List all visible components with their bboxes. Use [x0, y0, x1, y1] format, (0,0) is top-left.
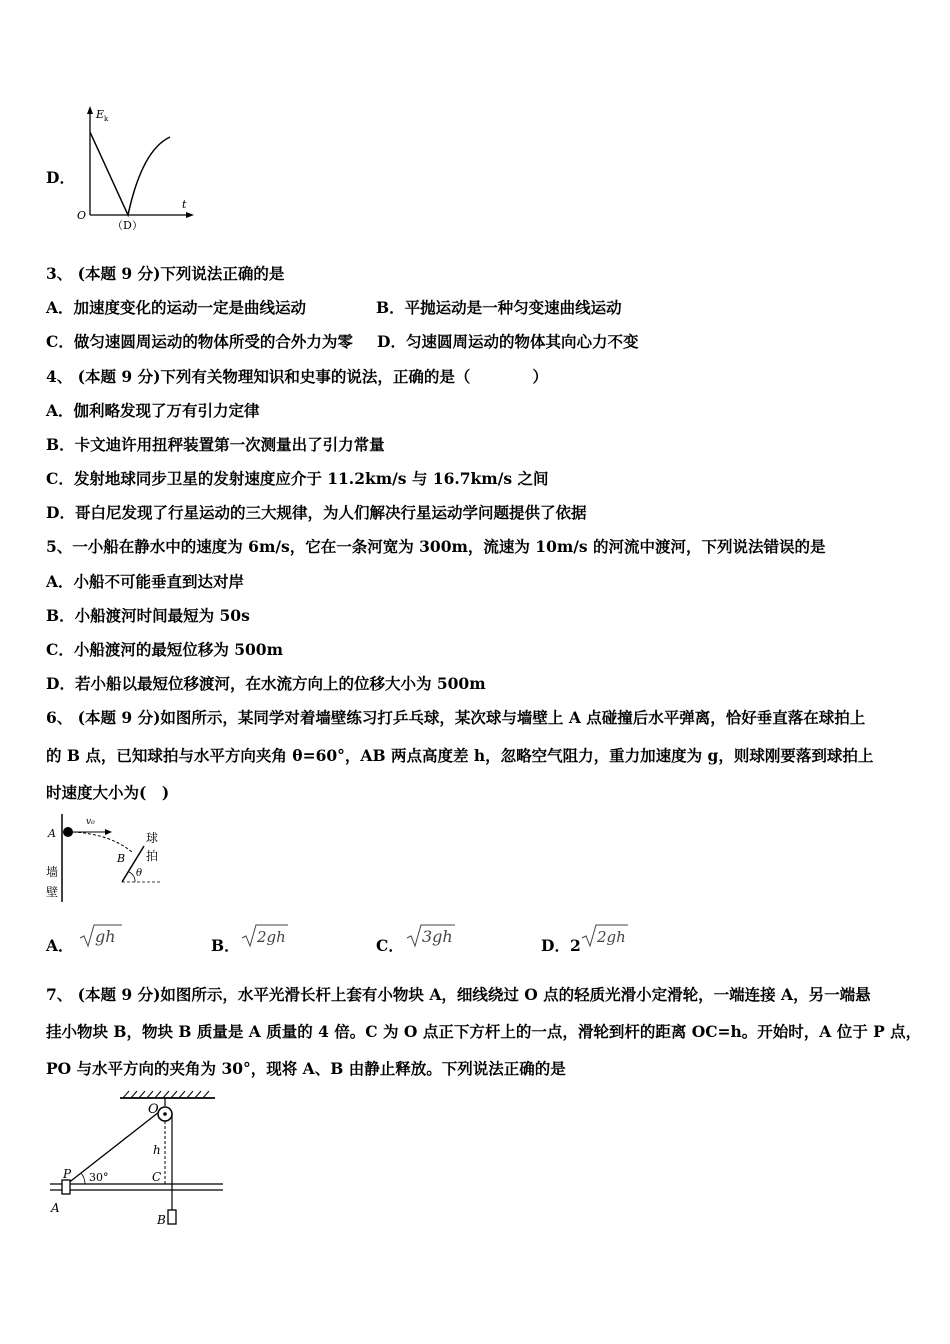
- svg-text:gh: gh: [95, 927, 116, 946]
- block-b: [168, 1210, 176, 1224]
- svg-text:3gh: 3gh: [422, 927, 453, 946]
- x-axis-arrow: [186, 212, 194, 218]
- y-axis-sub: k: [104, 115, 109, 123]
- q5-option-b: B．小船渡河时间最短为 50s: [46, 606, 250, 625]
- y-axis-arrow: [87, 106, 93, 114]
- q4-option-d: D．哥白尼发现了行星运动的三大规律，为人们解决行星运动学问题提供了依据: [46, 503, 587, 522]
- q6-option-c: C．: [376, 936, 404, 955]
- q6-option-b: B．: [211, 936, 240, 955]
- q3-option-a: A．加速度变化的运动一定是曲线运动: [46, 298, 307, 317]
- q4-option-b: B．卡文迪许用扭秤装置第一次测量出了引力常量: [46, 435, 385, 454]
- q6-math-c: [405, 922, 457, 950]
- theta-label: θ: [136, 868, 143, 879]
- q6-option-d: D．2: [541, 936, 581, 955]
- point-c-label: C: [152, 1170, 162, 1184]
- wall-label-1: 墙: [46, 865, 59, 879]
- q3-option-d: D．匀速圆周运动的物体其向心力不变: [377, 332, 639, 351]
- q4-option-c: C．发射地球同步卫星的发射速度应介于 11.2km/s 与 16.7km/s 之间: [46, 469, 549, 488]
- option-d-label: D．: [46, 168, 75, 187]
- pulley-figure: [45, 1088, 230, 1233]
- q7-stem-line3: PO 与水平方向的夹角为 30°，现将 A、B 由静止释放。下列说法正确的是: [46, 1059, 566, 1078]
- q4-stem: 4、 (本题 9 分)下列有关物理知识和史事的说法，正确的是（ ）: [46, 367, 548, 386]
- q6-stem-line3: 时速度大小为( ): [46, 783, 170, 802]
- svg-text:2gh: 2gh: [257, 928, 286, 946]
- angle-label: 30°: [89, 1171, 109, 1184]
- q5-option-d: D．若小船以最短位移渡河，在水流方向上的位移大小为 500m: [46, 674, 486, 693]
- v0-label: v₀: [86, 817, 95, 827]
- wall-label-2: 壁: [46, 885, 59, 899]
- x-axis-label: t: [182, 198, 187, 211]
- racket-label-1: 球: [146, 831, 159, 845]
- q6-stem-line2: 的 B 点，已知球拍与水平方向夹角 θ=60°，AB 两点高度差 h，忽略空气阻力，重力加速度为 g，则球刚要落到球拍上: [46, 746, 874, 765]
- q4-option-a: A．伽利略发现了万有引力定律: [46, 401, 260, 420]
- block-a: [62, 1180, 70, 1194]
- q6-stem-line1: 6、 (本题 9 分)如图所示，某同学对着墙壁练习打乒乓球，某次球与墙壁上 A 点碰撞后水平弹离，恰好垂直落在球拍上: [46, 708, 866, 727]
- point-p-label: P: [63, 1167, 72, 1181]
- q5-option-c: C．小船渡河的最短位移为 500m: [46, 640, 283, 659]
- origin-label: O: [77, 209, 87, 222]
- q7-stem-line2: 挂小物块 B，物块 B 质量是 A 质量的 4 倍。C 为 O 点正下方杆上的一点，滑轮到杆的距离 OC=h。开始时，A 位于 P 点，: [46, 1022, 922, 1041]
- racket-label-2: 拍: [146, 849, 159, 863]
- ball: [63, 827, 73, 837]
- q3-option-b: B．平抛运动是一种匀变速曲线运动: [376, 298, 622, 317]
- ek-curve: [90, 132, 170, 215]
- trajectory: [73, 832, 132, 852]
- q3-stem: 3、 (本题 9 分)下列说法正确的是: [46, 264, 285, 283]
- y-axis-label: E: [96, 108, 105, 121]
- q5-stem: 5、一小船在静水中的速度为 6m/s，它在一条河宽为 300m，流速为 10m/s 的河流中渡河，下列说法错误的是: [46, 537, 826, 556]
- q7-stem-line1: 7、 (本题 9 分)如图所示，水平光滑长杆上套有小物块 A，细线绕过 O 点的轻质光滑小定滑轮，一端连接 A，另一端悬: [46, 985, 871, 1004]
- point-b-label: B: [117, 852, 126, 865]
- q6-math-a: [78, 922, 123, 950]
- q6-math-b: [240, 922, 290, 950]
- h-label: h: [153, 1143, 161, 1157]
- point-o-label: O: [148, 1102, 159, 1117]
- q6-option-a: A．: [46, 936, 74, 955]
- svg-text:2gh: 2gh: [597, 928, 626, 946]
- block-b-label: B: [157, 1213, 166, 1227]
- point-a-label: A: [48, 827, 56, 840]
- ek-t-graph: [72, 100, 197, 240]
- q6-math-d: [580, 922, 630, 950]
- q5-option-a: A．小船不可能垂直到达对岸: [46, 572, 245, 591]
- block-a-label: A: [51, 1201, 60, 1215]
- figure-caption: （D）: [112, 219, 143, 232]
- q3-option-c: C．做匀速圆周运动的物体所受的合外力为零: [46, 332, 353, 351]
- wall-racket-figure: [40, 810, 170, 905]
